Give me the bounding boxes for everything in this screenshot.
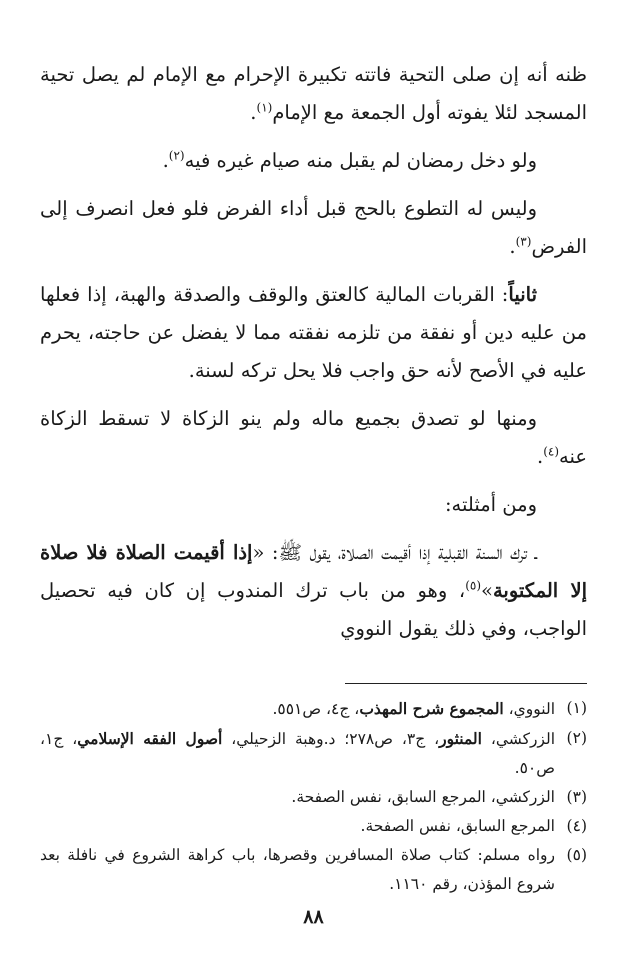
hadith-quote: إذا أقيمت الصلاة فلا صلاة إلا المكتوبة — [40, 541, 587, 602]
paragraph-4: ثانياً: القربات المالية كالعتق والوقف والصدقة والهبة، إذا فعلها من عليه دين أو نفقة من تلزمه نفقته مما لا يفضل عن حاجته، يحرم عليه في الأصح لأنه حق واجب فلا يحل تركه لسنة. — [40, 283, 587, 382]
footnote-1: (١) النووي، المجموع شرح المهذب، ج٤، ص٥٥١. — [272, 699, 587, 718]
footnotes — [40, 694, 587, 899]
footnote-ref-2[interactable]: (٢) — [168, 148, 185, 163]
footnote-5: (٥) رواه مسلم: كتاب صلاة المسافرين وقصرها، باب كراهة الشروع في نافلة بعد شروع المؤذن، رقم ١١٦٠. — [40, 846, 587, 893]
paragraph-6: ومن أمثلته: — [444, 493, 537, 516]
footnote-ref-4[interactable]: (٤) — [543, 444, 560, 459]
footnote-ref-5[interactable]: (٥) — [465, 578, 482, 593]
footnote-ref-3[interactable]: (٣) — [515, 234, 532, 249]
footnote-2: (٢) الزركشي، المنثور، ج٣، ص٢٧٨؛ د.وهبة الزحيلي، أصول الفقه الإسلامي، ج١، ص٥٠. — [40, 729, 587, 777]
paragraph-1: ظنه أنه إن صلى التحية فاتته تكبيرة الإحرام مع الإمام لم يصل تحية المسجد لئلا يفوته أول الجمعة مع الإمام$^{(١)}$. — [40, 63, 587, 124]
paragraph-5: ومنها لو تصدق بجميع ماله ولم ينو الزكاة لا تسقط الزكاة عنه$^{(٤)}$. — [40, 407, 587, 468]
main-text — [40, 56, 587, 658]
footnote-ref-1[interactable]: (١) — [256, 100, 273, 115]
footnote-4: (٤) المرجع السابق، نفس الصفحة. — [360, 817, 587, 835]
section-label: ثانياً — [508, 283, 537, 306]
paragraph-2: ولو دخل رمضان لم يقبل منه صيام غيره فيه$^{(٢)}$. — [162, 148, 537, 172]
paragraph-7: ـ ترك السنة القبلية إذا أقيمت الصلاة، يقول ﷺ: «إذا أقيمت الصلاة فلا صلاة إلا المكتوبة»$^{(٥)}$، وهو من باب ترك المندوب إن كان فيه تحصيل الواجب، وفي ذلك يقول النووي — [40, 541, 587, 640]
footnote-3: (٣) الزركشي، المرجع السابق، نفس الصفحة. — [291, 788, 587, 806]
page-number: ٨٨ — [303, 906, 324, 928]
footnote-divider — [345, 683, 587, 684]
paragraph-3: وليس له التطوع بالحج قبل أداء الفرض فلو فعل انصرف إلى الفرض$^{(٣)}$. — [40, 197, 587, 258]
